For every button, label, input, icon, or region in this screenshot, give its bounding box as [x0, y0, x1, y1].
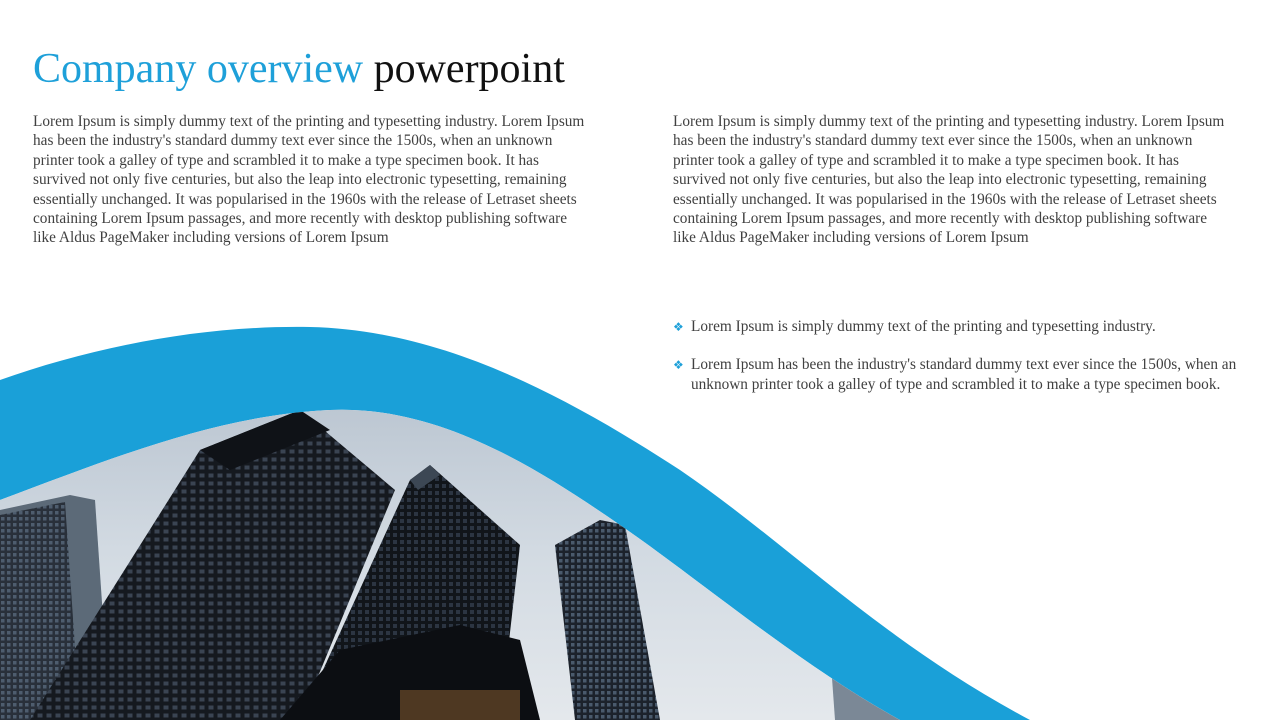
left-paragraph: Lorem Ipsum is simply dummy text of the printing and typesetting industry. Lorem Ipsum has been the industry's standard dummy text ever since the 1500s, when an unknown printer took a galley of type and scrambled it to make a type specimen book. It has survived not only five centuries, but also the leap into electronic typesetting, remaining essentially unchanged. It was popularised in the 1960s with the release of Letraset sheets containing Lorem Ipsum passages, and more recently with desktop publishing software like Aldus PageMaker including versions of Lorem Ipsum: [33, 113, 585, 247]
slide-title: [33, 44, 565, 94]
title-rest: powerpoint: [363, 46, 565, 92]
diamond-bullet-icon: ❖: [673, 358, 684, 373]
bullet-list: [673, 317, 1243, 413]
right-paragraph: Lorem Ipsum is simply dummy text of the printing and typesetting industry. Lorem Ipsum has been the industry's standard dummy text ever since the 1500s, when an unknown printer took a galley of type and scrambled it to make a type specimen book. It has survived not only five centuries, but also the leap into electronic typesetting, remaining essentially unchanged. It was popularised in the 1960s with the release of Letraset sheets containing Lorem Ipsum passages, and more recently with desktop publishing software like Aldus PageMaker including versions of Lorem Ipsum: [673, 113, 1225, 247]
bullet-item: [673, 355, 1243, 394]
bullet-text: Lorem Ipsum is simply dummy text of the printing and typesetting industry.: [691, 318, 1156, 335]
bullet-item: [673, 317, 1243, 336]
title-accent: Company overview: [33, 46, 364, 92]
bullet-text: Lorem Ipsum has been the industry's standard dummy text ever since the 1500s, when an unknown printer took a galley of type and scrambled it to make a type specimen book.: [691, 356, 1237, 393]
diamond-bullet-icon: ❖: [673, 320, 684, 334]
